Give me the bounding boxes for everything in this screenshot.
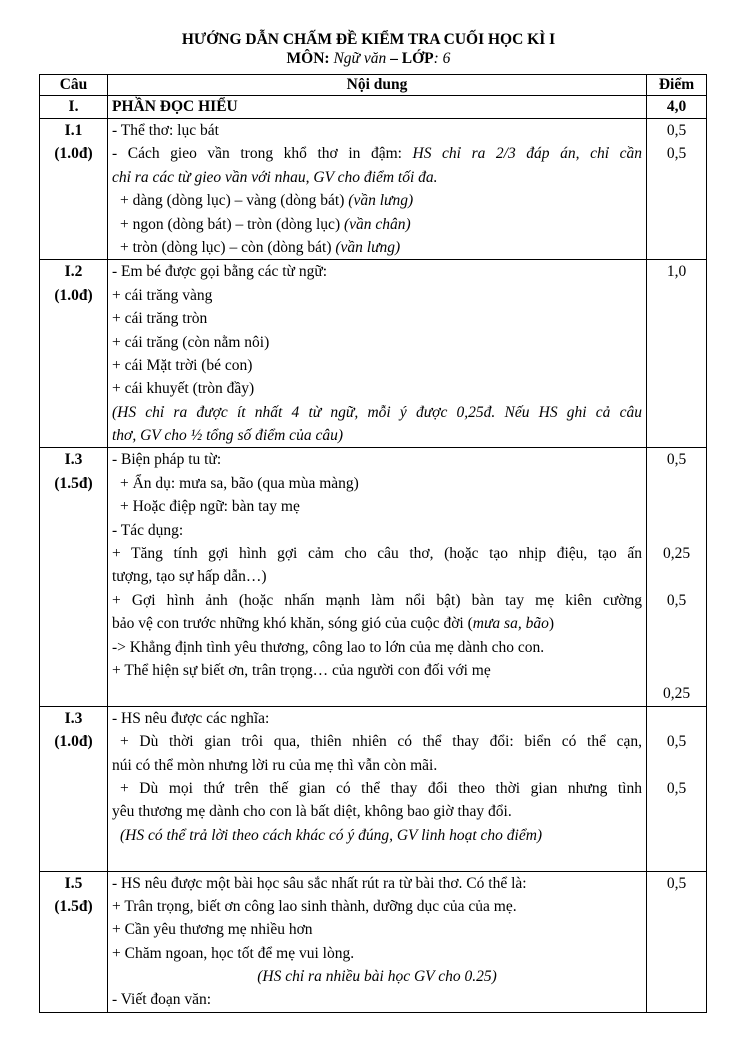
content-line: + Hoặc điệp ngữ: bàn tay mẹ xyxy=(120,498,300,516)
section-score: 4,0 xyxy=(647,96,707,119)
table-row xyxy=(40,119,707,260)
content-line: chỉ ra các từ gieo vần với nhau, GV cho điểm tối đa. xyxy=(112,168,438,186)
table-row xyxy=(40,260,707,448)
content-line: (HS chỉ ra được ít nhất 4 từ ngữ, mỗi ý được 0,25đ. Nếu HS ghi cả câu xyxy=(112,403,642,421)
score: 0,5 xyxy=(666,874,687,892)
content-line: tượng, tạo sự hấp dẫn…) xyxy=(112,568,267,586)
grade-value: : 6 xyxy=(433,50,451,67)
content-line: yêu thương mẹ dành cho con là bất diệt, không bao giờ thay đổi. xyxy=(112,803,512,821)
content-line: + Ẩn dụ: mưa sa, bão (qua mùa màng) xyxy=(120,474,359,492)
content-line: -> Khẳng định tình yêu thương, công lao to lớn của mẹ dành cho con. xyxy=(112,638,545,656)
score: 0,5 xyxy=(666,451,687,469)
question-id-cell xyxy=(40,871,108,1012)
table-row xyxy=(40,871,707,1012)
content-line: + Dù thời gian trôi qua, thiên nhiên có thể thay đổi: biển có thể cạn, xyxy=(120,733,642,751)
score: 0,5 xyxy=(666,122,687,139)
question-scores xyxy=(647,448,707,706)
content-line: + Thể hiện sự biết ơn, trân trọng… của người con đối với mẹ xyxy=(112,661,491,679)
question-id: I.3 xyxy=(64,709,83,727)
subject-value: Ngữ văn xyxy=(329,50,387,67)
content-line: + Gợi hình ảnh (hoặc nhấn mạnh làm nổi bật) bàn tay mẹ kiên cường xyxy=(112,591,642,609)
question-scores xyxy=(647,119,707,260)
content-line: - Tác dụng: xyxy=(112,521,184,539)
section-row xyxy=(40,96,707,119)
question-points: (1.5đ) xyxy=(54,474,93,492)
blank-line xyxy=(112,847,642,870)
question-id: I.2 xyxy=(64,263,83,281)
content-line: thơ, GV cho ½ tổng số điểm của câu) xyxy=(112,427,343,445)
page-title: HƯỚNG DẪN CHẤM ĐỀ KIỂM TRA CUỐI HỌC KÌ I xyxy=(181,31,556,48)
question-scores xyxy=(647,871,707,1012)
content-line: + cái Mặt trời (bé con) xyxy=(112,356,253,374)
content-line: (HS có thể trả lời theo cách khác có ý đúng, GV linh hoạt cho điểm) xyxy=(120,826,543,844)
question-points: (1.0đ) xyxy=(54,286,93,304)
content-line: (HS chỉ ra nhiều bài học GV cho 0.25) xyxy=(257,968,497,986)
question-id-cell xyxy=(40,260,108,448)
header-cau: Câu xyxy=(40,75,108,96)
content-line: - HS nêu được các nghĩa: xyxy=(112,709,270,727)
table-row xyxy=(40,448,707,706)
subject-dash: – xyxy=(386,50,402,67)
score: 0,5 xyxy=(666,591,687,609)
question-id-cell xyxy=(40,448,108,706)
question-scores xyxy=(647,706,707,871)
question-id-cell xyxy=(40,119,108,260)
question-points: (1.5đ) xyxy=(54,897,93,915)
section-cau: I. xyxy=(40,96,108,119)
blank-line xyxy=(112,682,642,705)
score: 0,25 xyxy=(662,545,691,563)
content-line: núi có thể mòn nhưng lời ru của mẹ thì vẫn còn mãi. xyxy=(112,756,438,774)
table-row xyxy=(40,706,707,871)
question-id: I.1 xyxy=(64,122,83,139)
content-line: - Thể thơ: lục bát xyxy=(112,122,219,139)
header-diem: Điểm xyxy=(647,75,707,96)
grade-label: LỚP xyxy=(401,50,434,67)
score: 0,5 xyxy=(666,145,687,163)
content-line: + cái khuyết (tròn đầy) xyxy=(112,380,255,398)
subject-line xyxy=(0,49,737,68)
content-line: - HS nêu được một bài học sâu sắc nhất rút ra từ bài thơ. Có thể là: xyxy=(112,874,527,892)
content-line: + cái trăng (còn nằm nôi) xyxy=(112,333,270,351)
question-id: I.3 xyxy=(64,451,83,469)
score: 1,0 xyxy=(666,263,687,281)
question-content xyxy=(108,260,647,448)
subject-label: MÔN: xyxy=(286,50,330,67)
content-line: + Tăng tính gợi hình gợi cảm cho câu thơ, (hoặc tạo nhịp điệu, tạo ấn xyxy=(112,545,642,563)
content-line: - Em bé được gọi bằng các từ ngữ: xyxy=(112,263,328,281)
content-line: - Biện pháp tu từ: xyxy=(112,451,222,469)
question-id: I.5 xyxy=(64,874,83,892)
content-line: + Chăm ngoan, học tốt để mẹ vui lòng. xyxy=(112,944,355,962)
score: 0,5 xyxy=(666,779,687,797)
content-line: + Dù mọi thứ trên thế gian có thể thay đổi theo thời gian nhưng tình xyxy=(120,779,642,797)
question-points: (1.0đ) xyxy=(54,145,93,163)
header-noidung: Nội dung xyxy=(108,75,647,96)
question-content xyxy=(108,706,647,871)
question-content xyxy=(108,119,647,260)
table-header-row xyxy=(40,75,707,96)
content-line: + cái trăng tròn xyxy=(112,310,208,328)
score: 0,25 xyxy=(662,685,691,703)
question-content xyxy=(108,871,647,1012)
grading-table xyxy=(39,74,707,1013)
content-line: - Viết đoạn văn: xyxy=(112,991,212,1009)
question-id-cell xyxy=(40,706,108,871)
content-line: bảo vệ con trước những khó khăn, sóng gió của cuộc đời (mưa sa, bão) xyxy=(112,615,554,633)
question-content xyxy=(108,448,647,706)
score: 0,5 xyxy=(666,733,687,751)
content-line: - Cách gieo vần trong khổ thơ in đậm: HS chỉ ra 2/3 đáp án, chỉ cần xyxy=(112,145,642,163)
content-line: + tròn (dòng lục) – còn (dòng bát) (vần lưng) xyxy=(120,238,401,256)
content-line: + ngon (dòng bát) – tròn (dòng lục) (vần chân) xyxy=(120,215,411,233)
question-scores xyxy=(647,260,707,448)
section-title: PHẦN ĐỌC HIỂU xyxy=(108,96,647,119)
content-line: + dàng (dòng lục) – vàng (dòng bát) (vần lưng) xyxy=(120,192,414,210)
question-points: (1.0đ) xyxy=(54,733,93,751)
content-line: + cái trăng vàng xyxy=(112,286,213,304)
content-line: + Cần yêu thương mẹ nhiều hơn xyxy=(112,921,313,939)
content-line: + Trân trọng, biết ơn công lao sinh thành, dưỡng dục của của mẹ. xyxy=(112,897,517,915)
